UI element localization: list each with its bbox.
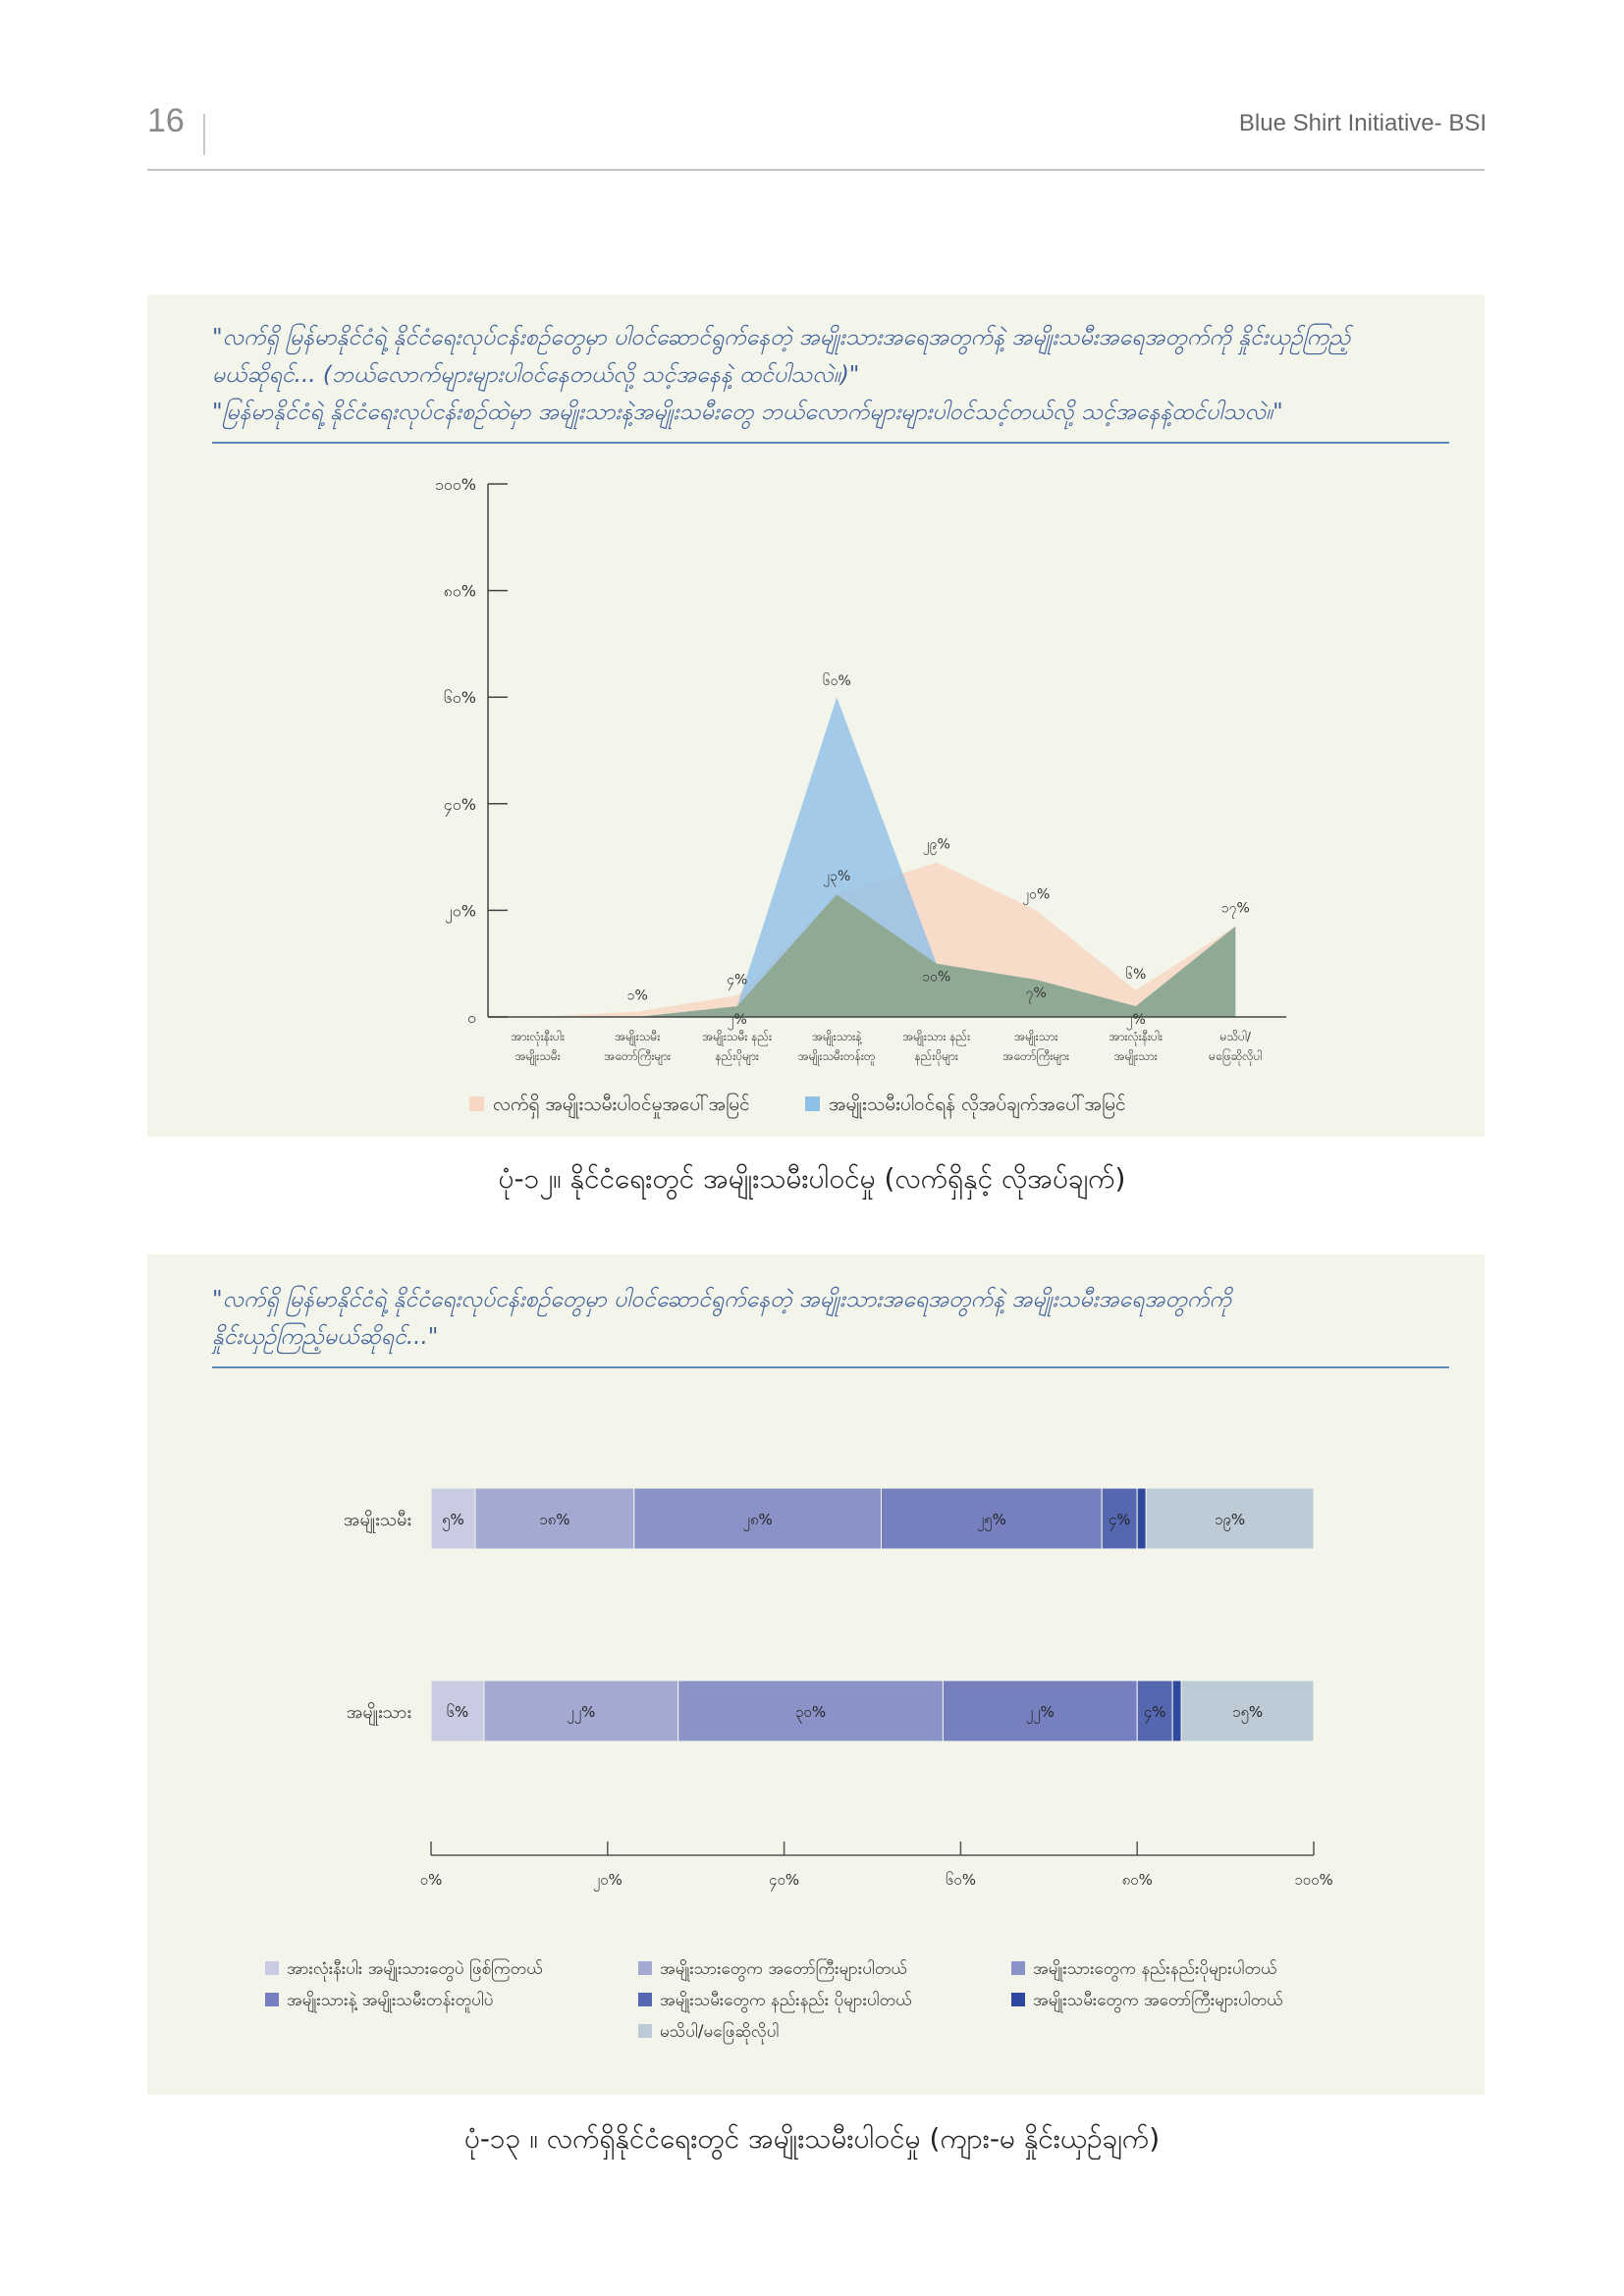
data-label: ၂၀% (1022, 886, 1051, 903)
bar-label: ၁၈% (539, 1511, 570, 1528)
figure2-question-line2: နှိုင်းယှဉ်ကြည့်မယ်ဆိုရင်..." (212, 1324, 439, 1350)
x-tick-label: အမျိုးသမီး နည်း (702, 1030, 773, 1043)
y-tick-label: ၄၀% (443, 794, 476, 814)
legend-label: အမျိုးသားတွေက နည်းနည်းပိုများပါတယ် (1033, 1959, 1277, 1979)
x-tick-label: ၀% (419, 1871, 443, 1889)
legend-label: မသိပါ/မဖြေဆိုလိုပါ (660, 2022, 780, 2042)
legend-label: အားလုံးနီးပါး အမျိုးသားတွေပဲ ဖြစ်ကြတယ် (287, 1959, 543, 1979)
data-label: ၂၃% (823, 869, 851, 885)
x-tick-label: ၁၀၀% (1294, 1871, 1333, 1889)
legend-label: အမျိုးသားတွေက အတော်ကြီးများပါတယ် (660, 1959, 907, 1979)
y-tick-label: ၆၀% (443, 688, 476, 708)
bar-label: ၂၈% (742, 1511, 773, 1528)
bar-label: ၄% (1143, 1703, 1166, 1721)
figure2-panel (147, 1255, 1485, 2095)
y-category-label: အမျိုးသမီး (343, 1510, 411, 1530)
x-tick-label: မသိပါ/ (1219, 1030, 1251, 1043)
legend-swatch (265, 1993, 279, 2006)
x-tick-label: အမျိုးသမီး (615, 1030, 661, 1043)
y-tick-label: ၀ (467, 1008, 476, 1027)
data-label: ၁% (626, 988, 648, 1004)
data-label: ၂% (1125, 1012, 1146, 1029)
legend-swatch (638, 2024, 652, 2038)
data-label: ၄% (727, 972, 748, 988)
legend-label: အမျိုးသမီးတွေက နည်းနည်း ပိုများပါတယ် (660, 1991, 912, 2010)
page-number: 16 (147, 102, 185, 139)
x-tick-label: အမျိုးသားနဲ့ (812, 1030, 862, 1043)
x-tick-label: နည်းပိုများ (914, 1049, 958, 1063)
legend-label: အမျိုးသမီးတွေက အတော်ကြီးများပါတယ် (1033, 1991, 1283, 2010)
data-label: ၆% (1125, 966, 1147, 983)
header-rule (147, 169, 1485, 171)
figure2-question-line1: "လက်ရှိ မြန်မာနိုင်ငံရဲ့ နိုင်ငံရေးလုပ်ငန်းစဉ်တွေမှာ ပါဝင်ဆောင်ရွက်နေတဲ့ အမျိုးသားအရေအတွက်နဲ့ အမျိုးသမီးအရေအတွက်ကို (212, 1287, 1231, 1312)
x-tick-label: အမျိုးသား နည်း (902, 1030, 971, 1043)
running-header: Blue Shirt Initiative- BSI (1238, 110, 1487, 136)
bar-label: ၃၀% (794, 1703, 827, 1721)
y-category-label: အမျိုးသား (346, 1702, 411, 1723)
legend-label: အမျိုးသားနဲ့ အမျိုးသမီးတန်းတူပါပဲ (287, 1991, 494, 2010)
bar-label: ၂၂% (567, 1703, 596, 1721)
legend-swatch (1011, 1993, 1025, 2006)
x-tick-label: အတော်ကြီးများ (604, 1049, 672, 1063)
legend-swatch (1011, 1961, 1025, 1975)
bar-label: ၁၅% (1232, 1703, 1264, 1721)
y-tick-label: ၈၀% (443, 581, 476, 601)
legend-swatch (638, 1961, 652, 1975)
x-tick-label: အားလုံးနီးပါး (1109, 1030, 1164, 1043)
x-tick-label: အတော်ကြီးများ (1002, 1049, 1070, 1063)
figure1-question-line1: "လက်ရှိ မြန်မာနိုင်ငံရဲ့ နိုင်ငံရေးလုပ်ငန်းစဉ်တွေမှာ ပါဝင်ဆောင်ရွက်နေတဲ့ အမျိုးသားအရေအတွက်နဲ့ အမျိုးသမီးအရေအတွက်ကို နှိုင်းယှဉ်ကြည့် (212, 325, 1351, 350)
legend-label: လက်ရှိ အမျိုးသမီးပါဝင်မှုအပေါ်အမြင် (493, 1094, 750, 1115)
data-label: ၂၉% (922, 836, 950, 853)
legend-swatch (805, 1096, 820, 1111)
x-tick-label: ၄၀% (769, 1871, 800, 1889)
figure1-question-line3: "မြန်မာနိုင်ငံရဲ့ နိုင်ငံရေးလုပ်ငန်းစဉ်ထဲမှာ အမျိုးသားနဲ့အမျိုးသမီးတွေ ဘယ်လောက်များများပါဝင်သင့်တယ်လို့ သင့်အနေနဲ့ထင်ပါသလဲ။" (212, 400, 1283, 425)
x-tick-label: နည်းပိုများ (715, 1049, 759, 1063)
bar-label: ၆% (446, 1703, 469, 1721)
figure1-panel (147, 294, 1485, 1137)
bar-label: ၄% (1108, 1511, 1131, 1528)
figure1-question-line2: မယ်ဆိုရင်... (ဘယ်လောက်များများပါဝင်နေတယ်လို့ သင့်အနေနဲ့ ထင်ပါသလဲ။)" (212, 362, 860, 388)
legend-label: အမျိုးသမီးပါဝင်ရန် လိုအပ်ချက်အပေါ်အမြင် (829, 1094, 1126, 1115)
x-tick-label: အမျိုးသမီး (514, 1049, 561, 1063)
figure1-caption: ပုံ-၁၂။ နိုင်ငံရေးတွင် အမျိုးသမီးပါဝင်မှု (လက်ရှိနှင့် လိုအပ်ချက်) (498, 1162, 1126, 1195)
bar-segment (1137, 1488, 1146, 1549)
bar-label: ၁၉% (1215, 1511, 1246, 1528)
bar-segment (1172, 1681, 1181, 1741)
x-tick-label: အမျိုးသား (1014, 1030, 1058, 1043)
y-tick-label: ၂၀% (444, 901, 476, 921)
x-tick-label: အားလုံးနီးပါး (511, 1030, 566, 1043)
data-label: ၂% (727, 1012, 747, 1029)
stacked-bar-chart (147, 1255, 1485, 2095)
legend-swatch (469, 1096, 484, 1111)
bar-label: ၂၅% (976, 1511, 1006, 1528)
data-label: ၁၇% (1220, 900, 1250, 917)
data-label: ၁၀% (922, 969, 951, 986)
x-tick-label: အမျိုးသား (1113, 1049, 1158, 1063)
figure2-caption: ပုံ-၁၃ ။ လက်ရှိနိုင်ငံရေးတွင် အမျိုးသမီးပါဝင်မှု (ကျား-မ နှိုင်းယှဉ်ချက်) (463, 2122, 1161, 2155)
x-tick-label: အမျိုးသမီးတန်းတူ (797, 1049, 876, 1063)
legend-swatch (638, 1993, 652, 2006)
x-tick-label: မဖြေဆိုလိုပါ (1209, 1049, 1263, 1063)
x-tick-label: ၆၀% (945, 1871, 976, 1889)
legend-swatch (265, 1961, 279, 1975)
x-tick-label: ၂၀% (592, 1871, 623, 1889)
data-label: ၇% (1025, 985, 1047, 1001)
bar-label: ၅% (442, 1511, 464, 1528)
y-tick-label: ၁၀၀% (434, 475, 476, 494)
x-tick-label: ၈၀% (1121, 1871, 1153, 1889)
data-label: ၆၀% (822, 673, 851, 690)
bar-label: ၂၂% (1025, 1703, 1055, 1721)
page-number-divider (203, 114, 205, 155)
area-chart (147, 294, 1485, 1137)
